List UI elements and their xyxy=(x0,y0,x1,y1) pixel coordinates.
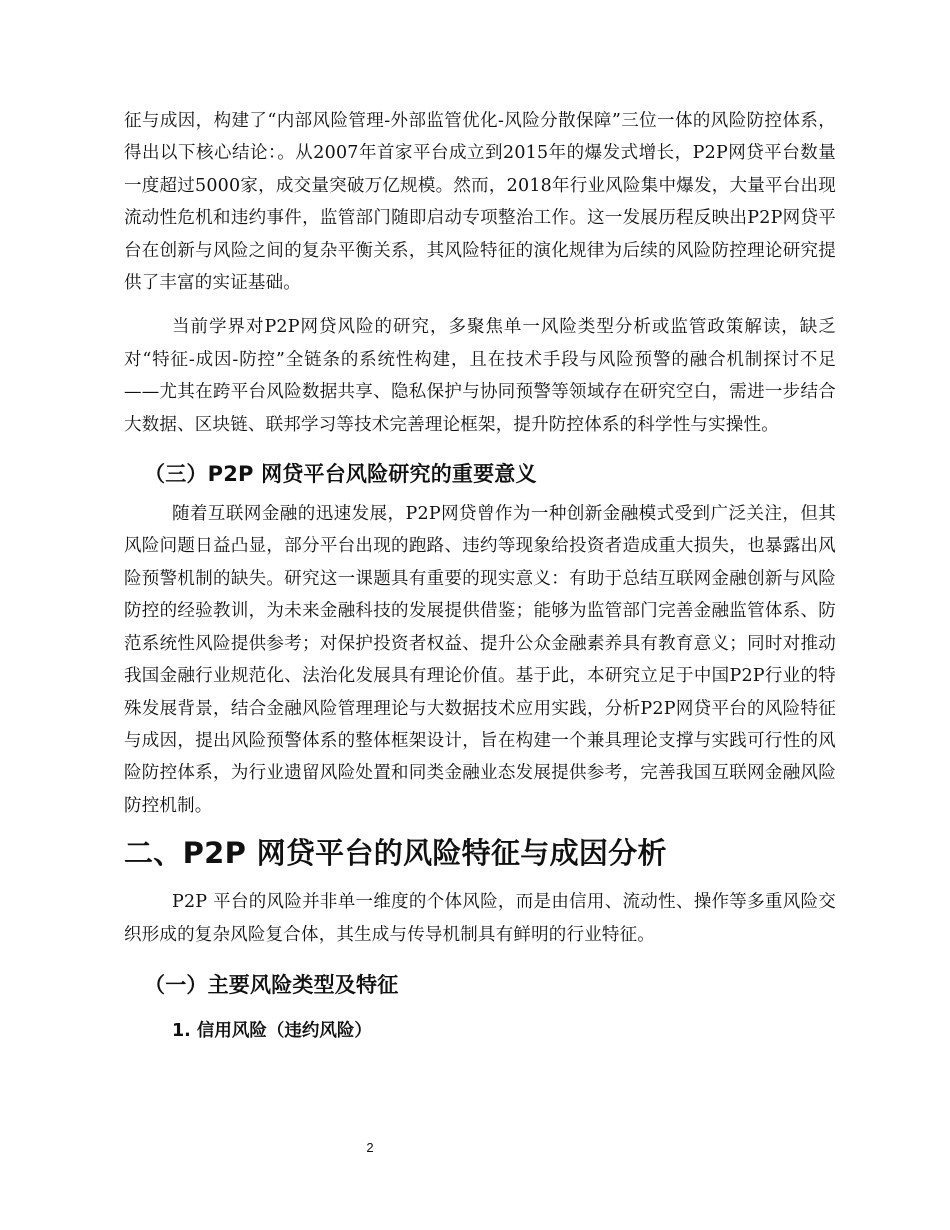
page-number: 2 xyxy=(366,1140,374,1155)
item-credit-risk: 1. 信用风险（违约风险） xyxy=(172,1020,372,1041)
paragraph-research-gap: 当前学界对P2P网贷风险的研究，多聚焦单一风险类型分析或监管政策解读，缺乏对“特征-成因-防控”全链条的系统性构建，且在技术手段与风险预警的融合机制探讨不足——尤其在跨平台风险数据共享、隐私保护与协同预警等领域存在研究空白，需进一步结合大数据、区块链、联邦学习等技术完善理论框架，提升防控体系的科学性与实操性。 xyxy=(124,317,836,435)
paragraph-gap xyxy=(124,441,836,454)
section-heading-risk-analysis: 二、P2P 网贷平台的风险特征与成因分析 xyxy=(124,836,667,871)
paragraph-significance: 随着互联网金融的迅速发展，P2P网贷曾作为一种创新金融模式受到广泛关注，但其风险问题日益凸显，部分平台出现的跑路、违约等现象给投资者造成重大损失，也暴露出风险预警机制的缺失。研究这一课题具有重要的现实意义：有助于总结互联网金融创新与风险防控的经验教训，为未来金融科技的发展提供借鉴；能够为监管部门完善金融监管体系、防范系统性风险提供参考；对保护投资者权益、提升公众金融素养具有教育意义；同时对推动我国金融行业规范化、法治化发展具有理论价值。基于此，本研究立足于中国P2P行业的特殊发展背景，结合金融风险管理理论与大数据技术应用实践，分析P2P网贷平台的风险特征与成因，提出风险预警体系的整体框架设计，旨在构建一个兼具理论支撑与实践可行性的风险防控体系，为行业遗留风险处置和同类金融业态发展提供参考，完善我国互联网金融风险防控机制。 xyxy=(124,504,836,816)
subheading-risk-types: （一）主要风险类型及特征 xyxy=(144,972,399,997)
paragraph-continued: 征与成因，构建了“内部风险管理-外部监管优化-风险分散保障”三位一体的风险防控体系，得出以下核心结论：。从2007年首家平台成立到2015年的爆发式增长，P2P网贷平台数量一度超过5000家，成交量突破万亿规模。然而，2018年行业风险集中爆发，大量平台出现流动性危机和违约事件，监管部门随即启动专项整治工作。这一发展历程反映出P2P网贷平台在创新与风险之间的复杂平衡关系，其风险特征的演化规律为后续的风险防控理论研究提供了丰富的实证基础。 xyxy=(124,111,836,294)
page-body xyxy=(124,105,836,1049)
paragraph-gap xyxy=(124,299,836,311)
paragraph-risk-intro: P2P 平台的风险并非单一维度的个体风险，而是由信用、流动性、操作等多重风险交织形成的复杂风险复合体，其生成与传导机制具有鲜明的行业特征。 xyxy=(124,892,836,945)
subheading-significance: （三）P2P 网贷平台风险研究的重要意义 xyxy=(144,462,537,487)
